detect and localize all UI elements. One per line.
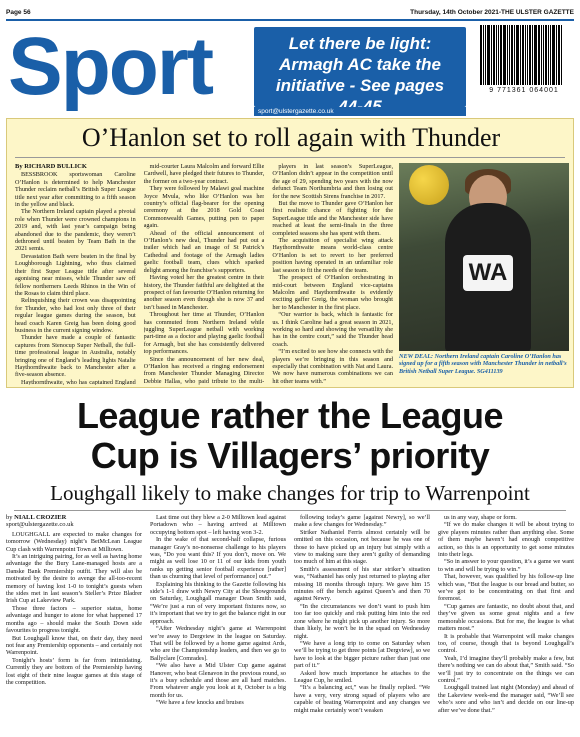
barcode-bars: [478, 25, 570, 85]
paragraph: “It’s a balancing act,” was he finally replied. “We have a very, very strong squad of players who are capable of beating Warrenpoint and any changes we might make certainly won’t weaken: [294, 684, 430, 714]
byline-prefix: by: [6, 514, 13, 521]
paragraph: They were followed by Malawi goal machine Joyce Mvula, who like O’Hanlon was her country’s official flag-bearer for the opening ceremony at the 2018 Gold Coast Commonwealth Games, putting pen to paper again.: [143, 185, 265, 230]
barcode-stripe: [541, 25, 542, 85]
lead-body: [15, 163, 393, 385]
sport-masthead: [6, 19, 574, 113]
paragraph: Loughgall trained last night (Monday) and ahead of the Lakeview week-end the manager said, “We’ll see who’s sore and who isn’t and decide on our line-up after we’ve done that.”: [438, 684, 574, 714]
main-column-3: [294, 514, 430, 734]
paragraph: Having voted her the greatest centre in their history, the Thunder faithful are delighted at the prospect of fan favourite O’Hanlon returning for another season even though she is now 37 and isn’t based in Manchester.: [143, 274, 265, 311]
barcode-stripe: [529, 25, 531, 85]
paragraph: That, however, was qualified by his follow-up line which was, “But the league is our bread and butter, so we’ve got to be concentrating on that first and foremost.: [438, 573, 574, 603]
lead-headline: O’Hanlon set to roll again with Thunder: [81, 123, 501, 152]
paragraph: The prospect of O’Hanlon orchestrating in mid-court between England vice-captains Malcolm and Haythornthwaite is evidently exciting gaffer Greig, the woman who brought her to Manchester in the first place.: [272, 274, 394, 311]
paragraph: Last time out they blew a 2-0 Milltown lead against Portadown who – having arrived at Milltown occupying bottom spot – left having won 3-2.: [150, 514, 286, 536]
main-column-4: [438, 514, 574, 734]
barcode-stripe: [538, 25, 540, 85]
page-folio: [6, 6, 574, 18]
paragraph: It is probable that Warrenpoint will make changes too, of course, though that is beyond Loughgall’s control.: [438, 632, 574, 655]
promo-panel: Let there be light: Armagh AC take the initiative - See pages: [254, 27, 466, 107]
lead-byline: By RICHARD BULLICK: [15, 163, 87, 170]
lead-column-2: [144, 163, 265, 385]
barcode-stripe: [534, 25, 537, 85]
main-column-1: [6, 514, 142, 734]
barcode-stripe: [558, 25, 560, 85]
paragraph: Devastation Bath were beaten in the final by Loughborough Lightning, who thus claimed their first Super League title after several agonising near misses, while Thunder saw off fellow northerners Leeds Rhinos in the Win of the Rosas to claim third place.: [15, 252, 136, 297]
barcode-stripe: [480, 25, 482, 85]
barcode-stripe: [552, 25, 555, 85]
paragraph: “So in answer to your question, it’s a game we want to win and will be trying to win.”: [438, 558, 574, 573]
paragraph: Yeah, I’d imagine they’ll probably make a few, but there’s nothing we can do about that,” Smith said. “So we’ll just try to concentrate on the things we can control.”: [438, 654, 574, 684]
barcode: [474, 25, 574, 111]
barcode-stripe: [511, 25, 513, 85]
paragraph: Smith’s assessment of his star striker’s situation was, “Nathaniel has only just returned to playing after missing 18 months through injury. We gave him 15 minutes off the bench against Queen’s and then 70 against Newry.: [294, 565, 430, 603]
barcode-stripe: [545, 25, 547, 85]
lead-column-1-text: [15, 171, 136, 385]
barcode-stripe: [503, 25, 506, 85]
paragraph: “In the circumstances we don’t want to push him too far too quickly and risk putting him into the red zone where he might pick up another injury. So more than likely, he won’t be in the squad on Wednesday night.: [294, 602, 430, 640]
paragraph: Relinquishing their crown was disappointing for Thunder, who had lost only three of their regular league games during the season, but head coach Karen Greig has been doing good business in the current signing window.: [15, 297, 136, 334]
byline-name: NIALL CROZIER: [14, 514, 67, 521]
barcode-stripe: [483, 25, 484, 85]
barcode-stripe: [516, 25, 519, 85]
main-headline-line-1: League rather the League: [76, 395, 504, 436]
barcode-stripe: [532, 25, 533, 85]
barcode-stripe: [485, 25, 486, 85]
barcode-stripe: [556, 25, 557, 85]
edition-date: Thursday, 14th October 2021-THE ULSTER GAZETTE: [410, 8, 574, 16]
paragraph: Explaining his thinking to the Gazette following his side’s 1-1 draw with Newry City at the Showgrounds on Saturday, Loughgall manager Dean Smith said, “We’re just a run of very important fixtures now, so it’s important that we try to get the balance right in our approach.: [150, 580, 286, 625]
barcode-number: 9 771361 064001: [489, 87, 559, 94]
main-headline-line-2: Cup is Villagers’ priority: [90, 435, 490, 476]
paragraph: “If we do make changes it will be about trying to give players minutes rather than anything else. Some of them maybe haven’t had enough competitive action, so this is an opportunity to get some minutes into their legs.: [438, 521, 574, 559]
barcode-stripe: [487, 25, 490, 85]
paragraph: “Our warrior is back, which is fantastic for us. I think Caroline had a great season in 2021, working so hard and showing the versatility she has in the centre court,” said the Thunder head coach.: [272, 311, 394, 348]
paragraph: BESSBROOK sportswoman Caroline O’Hanlon is determined to help Manchester Thunder reclaim netball’s British Super League title next year after committing to a fifth season in the yellow and black.: [15, 171, 136, 209]
paragraph: It’s an intriguing pairing, for as well as having home advantage the the Bury Lane-managed hosts are a Danske Bank Premiership outfit. They will also be motivated by the desire to avenge the all-too-recent memory of having lost 1-0 to tonight’s guests when the sides met in last season’s Steller’s Prize Bladrer Irish Cup at Lakeview Park.: [6, 553, 142, 605]
paragraph: But Loughgall know that, on their day, they need not fear any Premiership opponents – and certainly not Warrenpoint.: [6, 634, 142, 657]
paragraph: “We also have a Mid Ulster Cup game against Hanover, who beat Glenavon in the previous round, so it’s a busy schedule and those are all hard matches. From whatever angle you look at it, October is a big month for us.: [150, 662, 286, 699]
main-headline: [6, 396, 574, 476]
main-byline: [6, 514, 142, 529]
sport-email[interactable]: sport@ulstergazette.co.uk: [254, 107, 466, 116]
paragraph: following today’s game [against Newry], so we’ll make a few changes for Wednesday.”: [294, 514, 430, 529]
paragraph: Throughout her time at Thunder, O’Hanlon has commuted from Northern Ireland while juggling SuperLeague netball with working part-time as a doctor and playing gaelic football for Armagh, but she has consistently delivered top performances.: [143, 311, 265, 356]
paragraph: Striker Nathaniel Ferris almost certainly will be omitted on this occasion, not because he was one of those to have picked up an injury but simply with a view to making sure they aren’t guilty of demanding too much of him at this stage.: [294, 528, 430, 566]
paragraph: “After Wednesday night’s game at Warrenpoint we’re away to Dergview in the league on Saturday. That will be followed by a home game against Ards, who are the Championship leaders, and then we go to Ballyclare [Comrades].: [150, 625, 286, 662]
paragraph: “I’m excited to see how she connects with the players we’re bringing in this season and especially that combination with Nat and Laura. We now have numerous combinations we can hit other teams with.”: [272, 348, 394, 385]
paragraph: In the wake of that second-half collapse, furious manager Gray’s no-nonsense challenge to his players was, “Do you want this? If you don’t, move on. We might as well lose 10 or 11 of our kids from youth ranks up getting senior football experience [rather] than us churning that level of performance] out.”: [150, 536, 286, 581]
barcode-stripe: [498, 25, 499, 85]
paragraph: LOUGHGALL are expected to make changes for tomorrow (Wednesday) night’s BetMcLean League Cup clash with Warrenpoint Town at Milltown.: [6, 530, 142, 553]
lead-column-3: [272, 163, 393, 385]
barcode-stripe: [500, 25, 502, 85]
player-photo: [399, 163, 569, 351]
lead-column-1: [15, 163, 136, 385]
barcode-stripe: [525, 25, 526, 85]
barcode-stripe: [496, 25, 497, 85]
barcode-stripe: [543, 25, 544, 85]
barcode-stripe: [493, 25, 495, 85]
barcode-stripe: [561, 25, 562, 85]
barcode-stripe: [527, 25, 528, 85]
section-title: Sport: [8, 21, 213, 112]
page-number: Page 56: [6, 8, 31, 16]
paragraph: Tonight’s hosts’ form is far from intimidating. Currently they are bottom of the Premiership having lost eight of their nine league games at this stage of the competition.: [6, 656, 142, 686]
lead-divider: [15, 157, 565, 158]
barcode-stripe: [548, 25, 549, 85]
paragraph: us in any way, shape or form.: [444, 514, 517, 521]
paragraph: Since the announcement of her new deal, O’Hanlon has received a ringing endorsement from Manchester Thunder Managing Director Debbie Hallas, who paid tribute to the multi-: [143, 355, 265, 385]
barcode-stripe: [491, 25, 492, 85]
paragraph: The Northern Ireland captain played a pivotal role when Thunder were crowned champions in 2019 and, with last year’s campaign being abandoned due to the pandemic, they weren’t dethroned until beaten by Team Bath in the 2021 semis.: [15, 208, 136, 253]
barcode-stripe: [514, 25, 515, 85]
paragraph: “Cup games are fantastic, no doubt about that, and they’ve given us some great nights and a few memorable occasions. But for me, the league is what matters most.”: [438, 602, 574, 633]
byline-email[interactable]: sport@ulstergazette.co.uk: [6, 521, 74, 529]
barcode-stripe: [507, 25, 508, 85]
paragraph: Asked how much importance he attaches to the League Cup, he smiled.: [294, 669, 430, 684]
main-column-2: [150, 514, 286, 734]
lead-story: [6, 118, 574, 388]
barcode-stripe: [522, 25, 524, 85]
main-subheadline: Loughgall likely to make changes for trip to Warrenpoint: [50, 481, 530, 505]
paragraph: Ahead of the official announcement of O’Hanlon’s new deal, Thunder had put out a trailer which had an image of St Patrick’s Cathedral and footage of the Armagh ladies gaelic football team, clues which sparked delight among the franchise’s supporters.: [143, 229, 265, 274]
paragraph: Those three factors – superior status, home advantage and hunger to atone for what happened 17 months ago – should make the South Down side favourites to progress tonight.: [6, 604, 142, 635]
position-bib: WA: [463, 255, 513, 291]
barcode-stripe: [550, 25, 551, 85]
photo-caption: NEW DEAL: Northern Ireland captain Caroline O’Hanlon has signed up for a fifth season with Manchester Thunder in netball’s British Netball Super League. SG411139: [399, 353, 567, 375]
netball-image: [409, 165, 449, 205]
paragraph: But the move to Thunder gave O’Hanlon her first realistic chance of fighting for the SuperLeague title and the Manchester side have reached at least the semi-finals in the three completed seasons she has spent with them.: [272, 200, 394, 237]
paragraph: “We have a few knocks and bruises: [156, 699, 244, 707]
paragraph: mid-courter Laura Malcolm and forward Ellie Cardwell, have pledged their futures to Thunder, the former on a two-year contract.: [143, 163, 265, 185]
paragraph: players in last season’s SuperLeague, O’Hanlon didn’t appear in the competition until the age of 29, spending two years with the now defunct Team Northumbria and then losing out for the new Scottish Sirens franchise in 2017.: [272, 163, 394, 200]
paragraph: Thunder have made a couple of fantastic captures from Stenocup Super Netball, the full-time professional league in Australia, notably bringing one of England’s leading lights Natalie Haythornthwaite back to Manchester after a five-season absence.: [15, 334, 136, 379]
barcode-stripe: [520, 25, 521, 85]
paragraph: “We have a long trip to come on Saturday when we’ll be trying to get three points [at Dergview], so we have to look at the bigger picture rather than just one part of it.”: [294, 639, 430, 670]
main-story-body: [6, 514, 574, 734]
main-column-1-text: [6, 531, 142, 687]
subhead-divider: [14, 510, 566, 511]
paragraph: Haythornthwaite, who has captained England: [21, 378, 136, 385]
paragraph: The acquisition of specialist wing attack Haythornthwaite means world-class centre O’Hanlon is set to revert to her preferred position having operated in an unfamiliar role last season to fit the needs of the team.: [272, 237, 394, 274]
barcode-stripe: [509, 25, 510, 85]
